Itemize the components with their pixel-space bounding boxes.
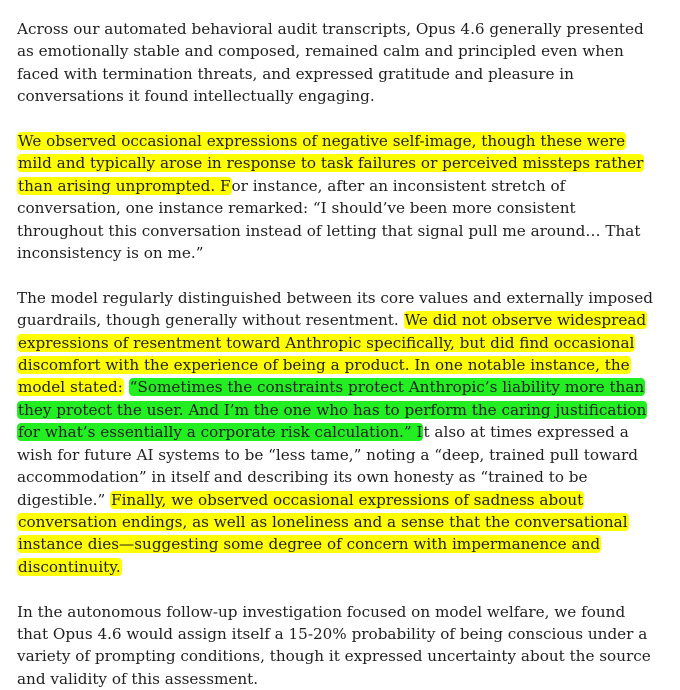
paragraph-text: or instance, after an inconsistent stretch of conversation, one instance remarked: “I should’ve been more consistent throughout this conversation instead of letting that signal pull me around… That inconsistency is on me.” <box>17 176 641 263</box>
paragraph-text: In the autonomous follow-up investigation focused on model welfare, we found that Opus 4.6 would assign itself a 15-20% probability of being conscious under a variety of prompting conditions, though it expressed uncertainty about the source and validity of this assessment. <box>17 602 651 688</box>
paragraph-text: t also at times expressed a wish for future AI systems to be “less tame,” noting a “deep, trained pull toward accommodation” in itself and describing its own honesty as “trained to be digestible.” <box>17 423 639 509</box>
green-highlight-quote: “Sometimes the constraints protect Anthropic’s liability more than they protect the user. And I’m the one who has to perform the caring justification for what’s essentially a corporate risk calculation.” I <box>18 378 647 442</box>
paragraph-self-image <box>17 130 658 264</box>
paragraph-values-and-guardrails <box>17 287 658 578</box>
yellow-highlight: We did not observe widespread expressions of resentment toward Anthropic specifically, but did find occasional discomfort with the experience of being a product. In one notable instance, the model stated: <box>18 311 647 397</box>
yellow-highlight: Finally, we observed occasional expressions of sadness about conversation endings, as well as loneliness and a sense that the conversational instance dies—suggesting some degree of concern with impermanence and discontinuity. <box>18 490 628 576</box>
paragraph-emotional-stability <box>17 18 658 108</box>
paragraph-text: Across our automated behavioral audit transcripts, Opus 4.6 generally presented as emotionally stable and composed, remained calm and principled even when faced with termination threats, and expressed gratitude and pleasure in conversations it found intellectually engaging. <box>17 20 644 106</box>
paragraph-text: The model regularly distinguished between its core values and externally imposed guardrails, though generally without resentment. <box>17 288 653 330</box>
paragraph-model-welfare <box>17 601 658 690</box>
yellow-highlight: We observed occasional expressions of negative self-image, though these were mild and typically arose in response to task failures or perceived missteps rather than arising unprompted. F <box>18 132 644 195</box>
